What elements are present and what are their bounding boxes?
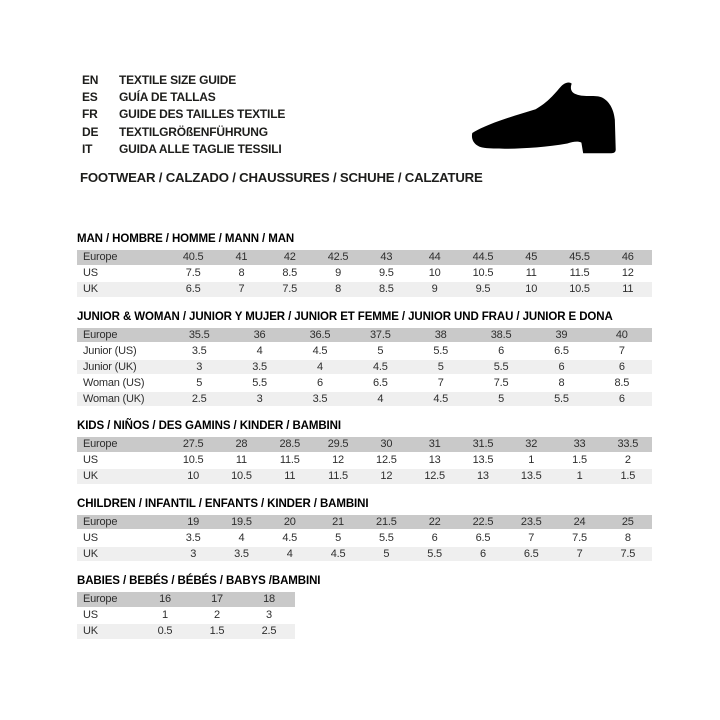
size-cell: 12.5	[376, 454, 397, 467]
size-cell: 1.5	[572, 454, 587, 467]
size-cell: 19	[187, 515, 200, 528]
size-cell: 7	[576, 547, 583, 560]
size-cell: 5.5	[252, 376, 267, 389]
size-cell: 10	[428, 267, 441, 280]
size-cell: 36	[253, 328, 266, 341]
language-code: EN	[82, 72, 99, 87]
size-cell: 6.5	[523, 547, 539, 560]
size-cell: 5.5	[433, 344, 449, 357]
size-cell: 6.5	[185, 283, 201, 296]
section-title: JUNIOR & WOMAN / JUNIOR Y MUJER / JUNIOR ET FEMME / JUNIOR UND FRAU / JUNIOR E DONA	[77, 310, 613, 323]
size-cell: 4.5	[312, 344, 328, 357]
size-cell: 11.5	[569, 267, 590, 280]
row-label: UK	[83, 470, 98, 483]
size-cell: 17	[211, 593, 223, 606]
size-cell: 5.5	[427, 547, 442, 560]
section-title: BABIES / BEBÉS / BÉBÉS / BABYS /BAMBINI	[77, 575, 321, 587]
size-cell: 5	[437, 360, 444, 373]
size-cell: 9.5	[378, 267, 394, 280]
size-cell: 25	[621, 515, 634, 528]
language-name: GUIDA ALLE TAGLIE TESSILI	[119, 142, 282, 157]
size-cell: 23.5	[520, 515, 542, 528]
size-cell: 10.5	[182, 454, 204, 467]
size-cell: 2	[624, 454, 631, 467]
size-cell: 5	[196, 376, 203, 389]
size-table-row	[77, 469, 652, 484]
size-cell: 39	[555, 328, 568, 341]
row-label: Europe	[83, 438, 118, 451]
row-label: US	[83, 531, 98, 544]
size-cell: 6	[479, 547, 486, 560]
size-cell: 3	[256, 392, 263, 405]
size-cell: 12	[380, 470, 393, 483]
size-cell: 7	[528, 531, 535, 544]
size-cell: 6	[618, 360, 625, 373]
language-name: TEXTILE SIZE GUIDE	[119, 72, 237, 87]
size-cell: 3.5	[312, 392, 328, 405]
size-cell: 7.5	[620, 547, 636, 560]
size-cell: 10	[525, 283, 538, 296]
size-cell: 44.5	[472, 251, 494, 264]
size-table-row	[77, 453, 652, 468]
size-cell: 4	[377, 392, 384, 405]
size-cell: 40	[615, 328, 628, 341]
section-title: KIDS / NIÑOS / DES GAMINS / KINDER / BAMBINI	[77, 420, 341, 432]
language-row	[82, 106, 285, 123]
size-cell: 4.5	[433, 392, 449, 405]
size-cell: 6.5	[554, 344, 569, 357]
size-cell: 38.5	[490, 328, 512, 341]
row-label: Junior (UK)	[83, 360, 137, 373]
size-cell: 7.5	[493, 376, 509, 389]
size-cell: 31.5	[472, 438, 494, 451]
size-cell: 3.5	[191, 344, 207, 357]
row-label: US	[83, 609, 98, 622]
shoe-icon	[455, 74, 655, 162]
size-table	[77, 437, 652, 484]
size-cell: 11	[622, 283, 634, 296]
language-code: FR	[82, 107, 98, 122]
size-cell: 13	[428, 454, 441, 467]
size-table-section	[77, 311, 652, 407]
size-table-section	[77, 575, 652, 639]
size-cell: 22	[428, 515, 441, 528]
size-table-row	[77, 547, 652, 562]
size-cell: 7	[618, 344, 625, 357]
size-table	[77, 592, 295, 639]
size-cell: 24	[573, 515, 586, 528]
size-cell: 21.5	[376, 515, 397, 528]
size-cell: 9.5	[475, 283, 491, 296]
size-cell: 45	[525, 251, 538, 264]
row-label: UK	[83, 547, 98, 560]
size-cell: 4.5	[282, 531, 298, 544]
size-cell: 6	[558, 360, 565, 373]
size-cell: 1.5	[620, 470, 636, 483]
size-cell: 8.5	[614, 376, 630, 389]
size-cell: 5	[377, 344, 384, 357]
size-cell: 11	[284, 470, 296, 483]
size-cell: 6	[498, 344, 505, 357]
language-name: GUIDE DES TAILLES TEXTILE	[119, 107, 286, 122]
size-table-section	[77, 498, 652, 562]
size-cell: 8	[558, 376, 565, 389]
size-cell: 11	[235, 454, 247, 467]
size-table-row	[77, 282, 652, 297]
size-cell: 27.5	[182, 438, 204, 451]
size-cell: 11.5	[279, 454, 300, 467]
size-cell: 6	[316, 376, 323, 389]
size-cell: 32	[525, 438, 538, 451]
language-row	[82, 71, 285, 88]
size-cell: 19.5	[231, 515, 252, 528]
row-label: UK	[83, 283, 98, 296]
size-cell: 8.5	[378, 283, 394, 296]
size-cell: 8	[238, 267, 245, 280]
size-cell: 20	[283, 515, 296, 528]
row-label: Woman (UK)	[83, 392, 145, 405]
size-cell: 21	[332, 515, 344, 528]
tables	[77, 226, 652, 653]
size-cell: 5.5	[493, 360, 509, 373]
size-cell: 42.5	[327, 251, 349, 264]
row-label: UK	[83, 625, 98, 638]
row-label: US	[83, 267, 98, 280]
size-cell: 3.5	[234, 547, 249, 560]
language-row	[82, 141, 285, 158]
size-table	[77, 250, 652, 297]
section-title: CHILDREN / INFANTIL / ENFANTS / KINDER / BAMBINI	[77, 497, 369, 510]
size-table-row	[77, 608, 295, 623]
size-cell: 4	[238, 531, 245, 544]
size-cell: 3.5	[252, 360, 267, 373]
size-cell: 4.5	[372, 360, 388, 373]
size-cell: 36.5	[309, 328, 331, 341]
size-cell: 8.5	[282, 267, 298, 280]
row-label: Europe	[83, 515, 118, 528]
size-cell: 8	[335, 283, 341, 296]
row-label: Europe	[83, 593, 118, 606]
size-table-row	[77, 376, 652, 391]
size-cell: 35.5	[188, 328, 210, 341]
size-cell: 37.5	[370, 328, 391, 341]
size-cell: 12	[621, 267, 634, 280]
size-cell: 28.5	[279, 438, 301, 451]
language-row	[82, 88, 285, 105]
size-cell: 7.5	[282, 283, 298, 296]
size-table-header-row	[77, 328, 652, 343]
size-cell: 28	[235, 438, 248, 451]
size-cell: 5	[383, 547, 390, 560]
size-table-header-row	[77, 592, 295, 607]
size-cell: 13.5	[472, 454, 494, 467]
size-cell: 16	[159, 593, 171, 606]
size-cell: 0.5	[157, 625, 173, 638]
size-cell: 11.5	[328, 470, 348, 483]
size-cell: 1	[528, 454, 535, 467]
size-table-row	[77, 360, 652, 375]
size-cell: 3	[196, 360, 203, 373]
size-cell: 30	[380, 438, 393, 451]
size-table	[77, 328, 652, 407]
size-table-section	[77, 226, 652, 297]
size-cell: 41	[235, 251, 248, 264]
size-table-row	[77, 266, 652, 281]
language-code: DE	[82, 124, 99, 139]
size-cell: 1	[576, 470, 583, 483]
size-cell: 29.5	[327, 438, 349, 451]
language-name: GUÍA DE TALLAS	[119, 90, 216, 105]
size-cell: 44	[428, 251, 441, 264]
language-name: TEXTILGRÖßENFÜHRUNG	[119, 124, 268, 139]
size-cell: 43	[380, 251, 393, 264]
size-table-row	[77, 624, 295, 639]
size-cell: 6.5	[475, 531, 491, 544]
size-cell: 4	[286, 547, 293, 560]
size-cell: 3.5	[185, 531, 201, 544]
language-code: IT	[82, 142, 93, 157]
size-cell: 6	[431, 531, 438, 544]
size-cell: 4	[256, 344, 263, 357]
size-cell: 38	[434, 328, 447, 341]
size-cell: 12.5	[424, 470, 445, 483]
size-cell: 5	[498, 392, 505, 405]
size-table-section	[77, 420, 652, 484]
size-cell: 4	[316, 360, 323, 373]
language-list	[82, 71, 285, 158]
category-line: FOOTWEAR / CALZADO / CHAUSSURES / SCHUHE / CALZATURE	[80, 170, 483, 185]
size-cell: 42	[283, 251, 296, 264]
size-table-row	[77, 392, 652, 407]
size-cell: 5.5	[554, 392, 569, 405]
size-cell: 7.5	[185, 267, 201, 280]
size-cell: 10.5	[231, 470, 252, 483]
size-cell: 18	[263, 593, 275, 606]
row-label: US	[83, 454, 98, 467]
size-cell: 22.5	[472, 515, 494, 528]
size-table-row	[77, 531, 652, 546]
language-code: ES	[82, 90, 98, 105]
size-cell: 10.5	[472, 267, 494, 280]
size-cell: 7	[437, 376, 444, 389]
size-table-row	[77, 344, 652, 359]
size-cell: 7	[238, 283, 245, 296]
size-cell: 9	[335, 267, 341, 280]
size-cell: 5	[335, 531, 341, 544]
size-cell: 2.5	[191, 392, 207, 405]
size-cell: 45.5	[569, 251, 590, 264]
size-cell: 6	[618, 392, 625, 405]
size-cell: 13.5	[520, 470, 542, 483]
size-cell: 11	[525, 267, 537, 280]
size-cell: 1	[162, 609, 168, 622]
size-cell: 6.5	[372, 376, 388, 389]
size-cell: 8	[624, 531, 631, 544]
size-cell: 31	[428, 438, 441, 451]
row-label: Woman (US)	[83, 376, 145, 389]
size-cell: 2	[214, 609, 220, 622]
size-table-header-row	[77, 515, 652, 530]
row-label: Junior (US)	[83, 344, 137, 357]
size-cell: 3	[190, 547, 197, 560]
size-cell: 5.5	[378, 531, 394, 544]
language-row	[82, 123, 285, 140]
size-cell: 33	[573, 438, 586, 451]
size-cell: 3	[266, 609, 272, 622]
size-cell: 9	[431, 283, 438, 296]
size-cell: 12	[332, 454, 344, 467]
row-label: Europe	[83, 328, 118, 341]
size-cell: 2.5	[261, 625, 277, 638]
row-label: Europe	[83, 251, 118, 264]
size-cell: 40.5	[182, 251, 204, 264]
size-cell: 10	[187, 470, 200, 483]
size-table-header-row	[77, 437, 652, 452]
size-cell: 1.5	[209, 625, 225, 638]
size-table	[77, 515, 652, 562]
size-cell: 7.5	[572, 531, 587, 544]
size-cell: 13	[477, 470, 489, 483]
section-title: MAN / HOMBRE / HOMME / MANN / MAN	[77, 233, 295, 245]
size-cell: 33.5	[617, 438, 639, 451]
size-cell: 4.5	[330, 547, 346, 560]
size-table-header-row	[77, 250, 652, 265]
size-cell: 10.5	[569, 283, 590, 296]
size-cell: 46	[621, 251, 634, 264]
